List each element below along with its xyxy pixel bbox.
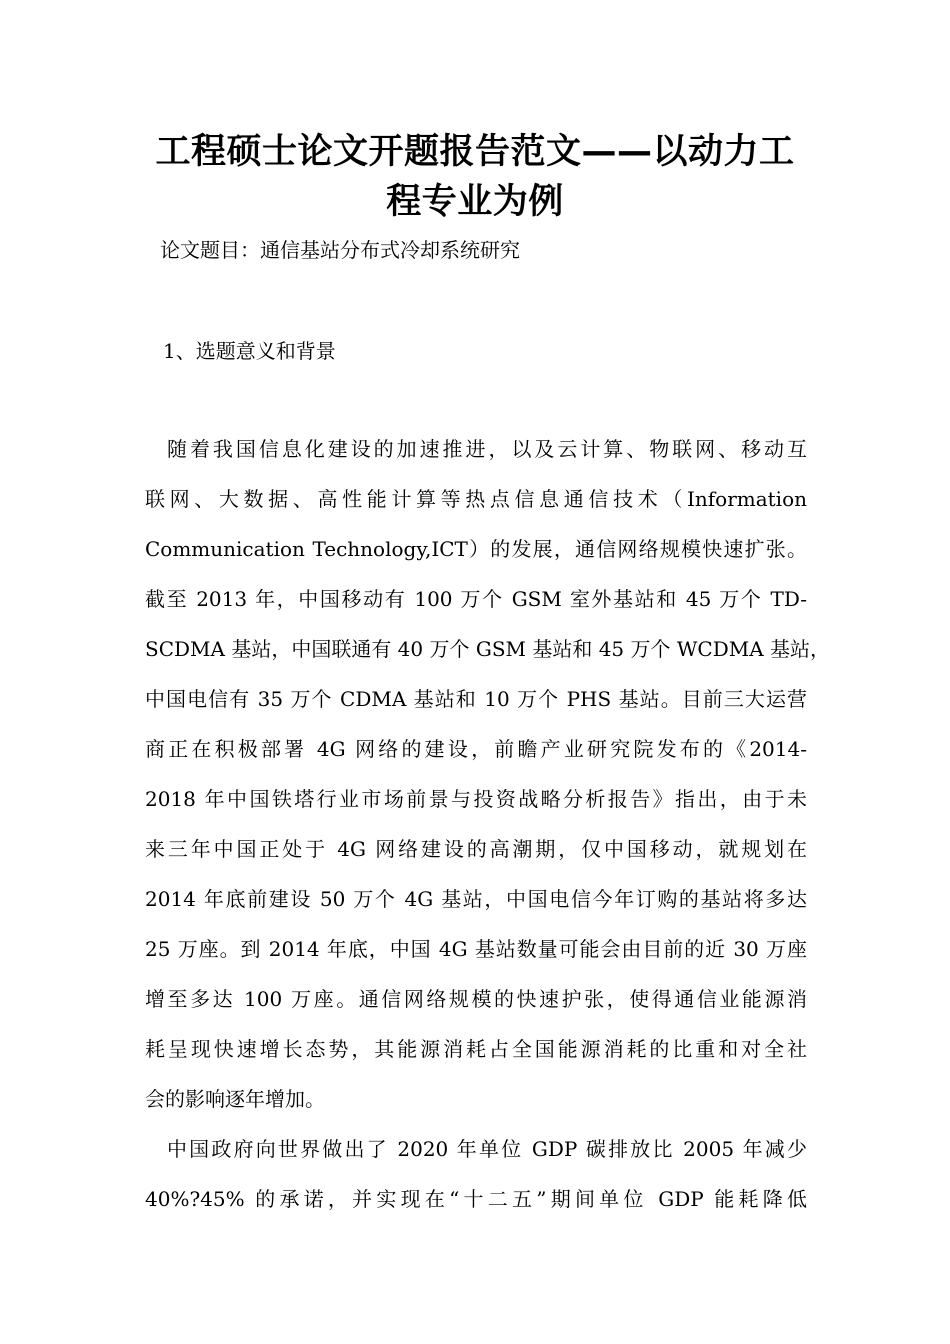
paragraph-1-line: 截至 2013 年，中国移动有 100 万个 GSM 室外基站和 45 万个 TD- [145,587,807,611]
document-title [145,127,805,227]
paragraph-1-line: Communication Technology,ICT）的发展，通信网络规模快速扩张。 [145,537,807,561]
paragraph-1-line: 中国电信有 35 万个 CDMA 基站和 10 万个 PHS 基站。目前三大运营 [145,687,807,711]
paragraph-1-line: SCDMA 基站，中国联通有 40 万个 GSM 基站和 45 万个 WCDMA 基站， [145,637,831,661]
paragraph-1-line: 25 万座。到 2014 年底，中国 4G 基站数量可能会由目前的近 30 万座 [145,937,807,961]
title-line-2: 程专业为例 [386,182,564,222]
paragraph-1-line: 耗呈现快速增长态势，其能源消耗占全国能源消耗的比重和对全社 [145,1037,807,1061]
paragraph-2-line: 40%?45% 的承诺，并实现在“十二五”期间单位 GDP 能耗降低 [145,1187,807,1211]
paragraph-2-line: 中国政府向世界做出了 2020 年单位 GDP 碳排放比 2005 年减少 [167,1137,807,1161]
thesis-topic: 论文题目：通信基站分布式冷却系统研究 [160,238,520,262]
paragraph-1-line: 随着我国信息化建设的加速推进，以及云计算、物联网、移动互 [167,437,807,461]
body-text [145,424,831,1224]
paragraph-1-line: 会的影响逐年增加。 [145,1087,325,1111]
paragraph-1-line: 商正在积极部署 4G 网络的建设，前瞻产业研究院发布的《2014- [145,737,807,761]
paragraph-1-line: 来三年中国正处于 4G 网络建设的高潮期，仅中国移动，就规划在 [145,837,807,861]
paragraph-1-line: 2014 年底前建设 50 万个 4G 基站，中国电信今年订购的基站将多达 [145,887,807,911]
paragraph-1-line: 联网、大数据、高性能计算等热点信息通信技术（Information [145,487,807,511]
title-line-1: 工程硕士论文开题报告范文——以动力工 [155,132,795,172]
paragraph-1-line: 增至多达 100 万座。通信网络规模的快速护张，使得通信业能源消 [145,987,807,1011]
paragraph-1-line: 2018 年中国铁塔行业市场前景与投资战略分析报告》指出，由于未 [145,787,807,811]
section-heading: 1、选题意义和背景 [163,339,336,363]
